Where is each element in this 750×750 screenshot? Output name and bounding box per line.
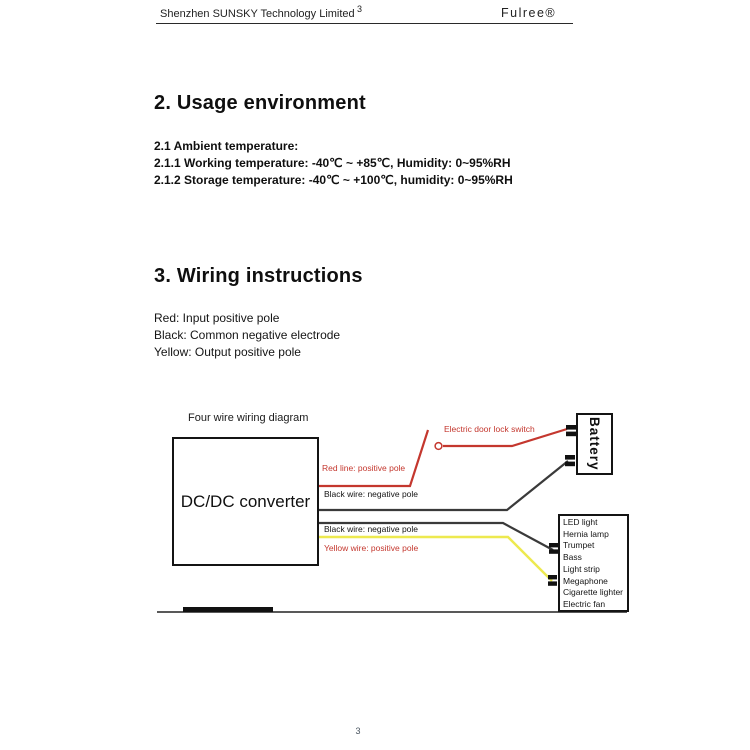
black-wire-1-label: Black wire: negative pole xyxy=(324,489,419,499)
device-item: Electric fan xyxy=(563,598,606,609)
yellow-wire-label: Yellow wire: positive pole xyxy=(324,543,419,553)
battery-box xyxy=(576,413,613,475)
usage-environment-lines xyxy=(154,138,513,190)
red-wire xyxy=(317,430,428,486)
wiring-line: Black: Common negative electrode xyxy=(154,328,341,343)
device-item: Light strip xyxy=(563,563,600,574)
wiring-instructions-heading: 3. Wiring instructions xyxy=(154,265,363,287)
device-negative-terminal-icon xyxy=(549,543,558,554)
switch-contact-icon xyxy=(435,443,442,450)
header-superscript: 3 xyxy=(357,4,363,14)
dcdc-converter-box xyxy=(172,437,319,566)
usage-line: 2.1.1 Working temperature: -40℃ ~ +85℃, Humidity: 0~95%RH xyxy=(154,156,511,171)
device-item: Bass xyxy=(563,552,582,563)
header-company: Shenzhen SUNSKY Technology Limited xyxy=(160,8,355,20)
black-wire-2-label: Black wire: negative pole xyxy=(324,524,419,534)
switch-label: Electric door lock switch xyxy=(444,424,535,434)
battery-negative-terminal-icon xyxy=(565,455,575,466)
device-item: Cigarette lighter xyxy=(563,587,624,598)
base-bar xyxy=(183,607,273,612)
diagram-caption: Four wire wiring diagram xyxy=(188,412,309,424)
usage-line: 2.1.2 Storage temperature: -40℃ ~ +100℃, humidity: 0~95%RH xyxy=(154,173,513,188)
device-item: LED light xyxy=(563,517,598,527)
device-item: Megaphone xyxy=(563,575,608,586)
red-wire-label: Red line: positive pole xyxy=(322,463,406,473)
battery-positive-terminal-icon xyxy=(566,425,576,436)
device-positive-terminal-icon xyxy=(548,575,557,586)
device-item: Trumpet xyxy=(563,540,595,551)
dcdc-converter-label: DC/DC converter xyxy=(180,491,311,511)
usage-line: 2.1 Ambient temperature: xyxy=(154,139,299,153)
page-number: 3 xyxy=(355,726,361,736)
header-brand: Fulree® xyxy=(501,6,557,20)
device-list-box xyxy=(558,514,629,612)
device-item: Hernia lamp xyxy=(563,528,609,539)
wiring-instructions-lines xyxy=(154,310,340,362)
wiring-line: Red: Input positive pole xyxy=(154,311,280,325)
battery-label: Battery xyxy=(587,417,602,471)
wiring-line: Yellow: Output positive pole xyxy=(154,345,301,360)
usage-environment-heading: 2. Usage environment xyxy=(154,92,366,114)
header-rule xyxy=(156,23,573,24)
